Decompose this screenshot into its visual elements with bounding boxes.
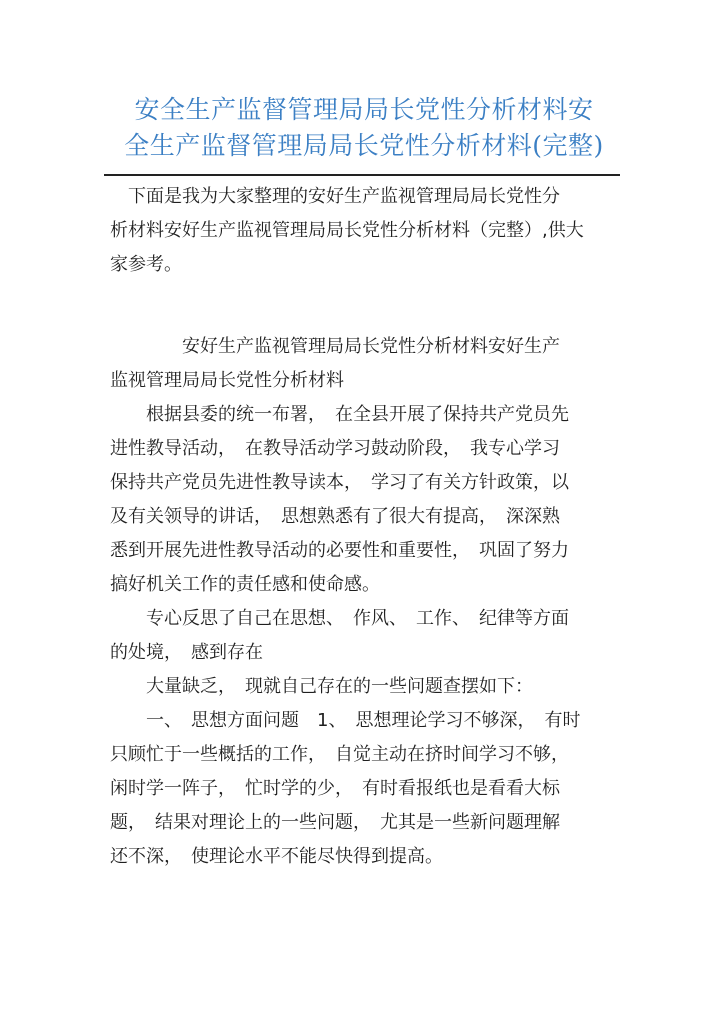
body-line-12: 一、 思想方面问题 1、 思想理论学习不够深， 有时 (110, 710, 581, 731)
body-line-16: 还不深， 使理论水平不能尽快得到提高。 (110, 846, 443, 867)
body-line-11: 大量缺乏， 现就自己存在的一些问题查摆如下： (110, 676, 533, 697)
body-line-10: 的处境， 感到存在 (110, 642, 263, 663)
body-line-8: 搞好机关工作的责任感和使命感。 (110, 574, 380, 595)
body-line-4: 进性教导活动， 在教导活动学习鼓动阶段， 我专心学习 (110, 438, 560, 459)
intro-line-1: 下面是我为大家整理的安好生产监视管理局局长党性分 (110, 186, 560, 207)
document-title (104, 92, 624, 164)
intro-paragraph (110, 180, 620, 282)
main-body (110, 330, 620, 874)
body-line-14: 闲时学一阵子， 忙时学的少， 有时看报纸也是看看大标 (110, 778, 560, 799)
title-line-2: 全生产监督管理局局长党性分析材料(完整) (124, 131, 604, 160)
body-line-9: 专心反思了自己在思想、 作风、 工作、 纪律等方面 (110, 608, 569, 629)
intro-line-3: 家参考。 (110, 254, 182, 275)
body-line-5: 保持共产党员先进性教导读本， 学习了有关方针政策，以 (110, 472, 569, 493)
body-line-15: 题， 结果对理论上的一些问题， 尤其是一些新问题理解 (110, 812, 560, 833)
title-divider (104, 174, 620, 176)
body-line-6: 及有关领导的讲话， 思想熟悉有了很大有提高， 深深熟 (110, 506, 560, 527)
body-line-7: 悉到开展先进性教导活动的必要性和重要性， 巩固了努力 (110, 540, 569, 561)
title-line-1: 安全生产监督管理局局长党性分析材料安 (134, 95, 594, 124)
body-line-1: 安好生产监视管理局局长党性分析材料安好生产 (110, 336, 560, 357)
body-line-3: 根据县委的统一布署， 在全县开展了保持共产党员先 (110, 404, 569, 425)
body-line-13: 只顾忙于一些概括的工作， 自觉主动在挤时间学习不够， (110, 744, 569, 765)
body-line-2: 监视管理局局长党性分析材料 (110, 370, 344, 391)
intro-line-2: 析材料安好生产监视管理局局长党性分析材料（完整）,供大 (110, 220, 584, 241)
